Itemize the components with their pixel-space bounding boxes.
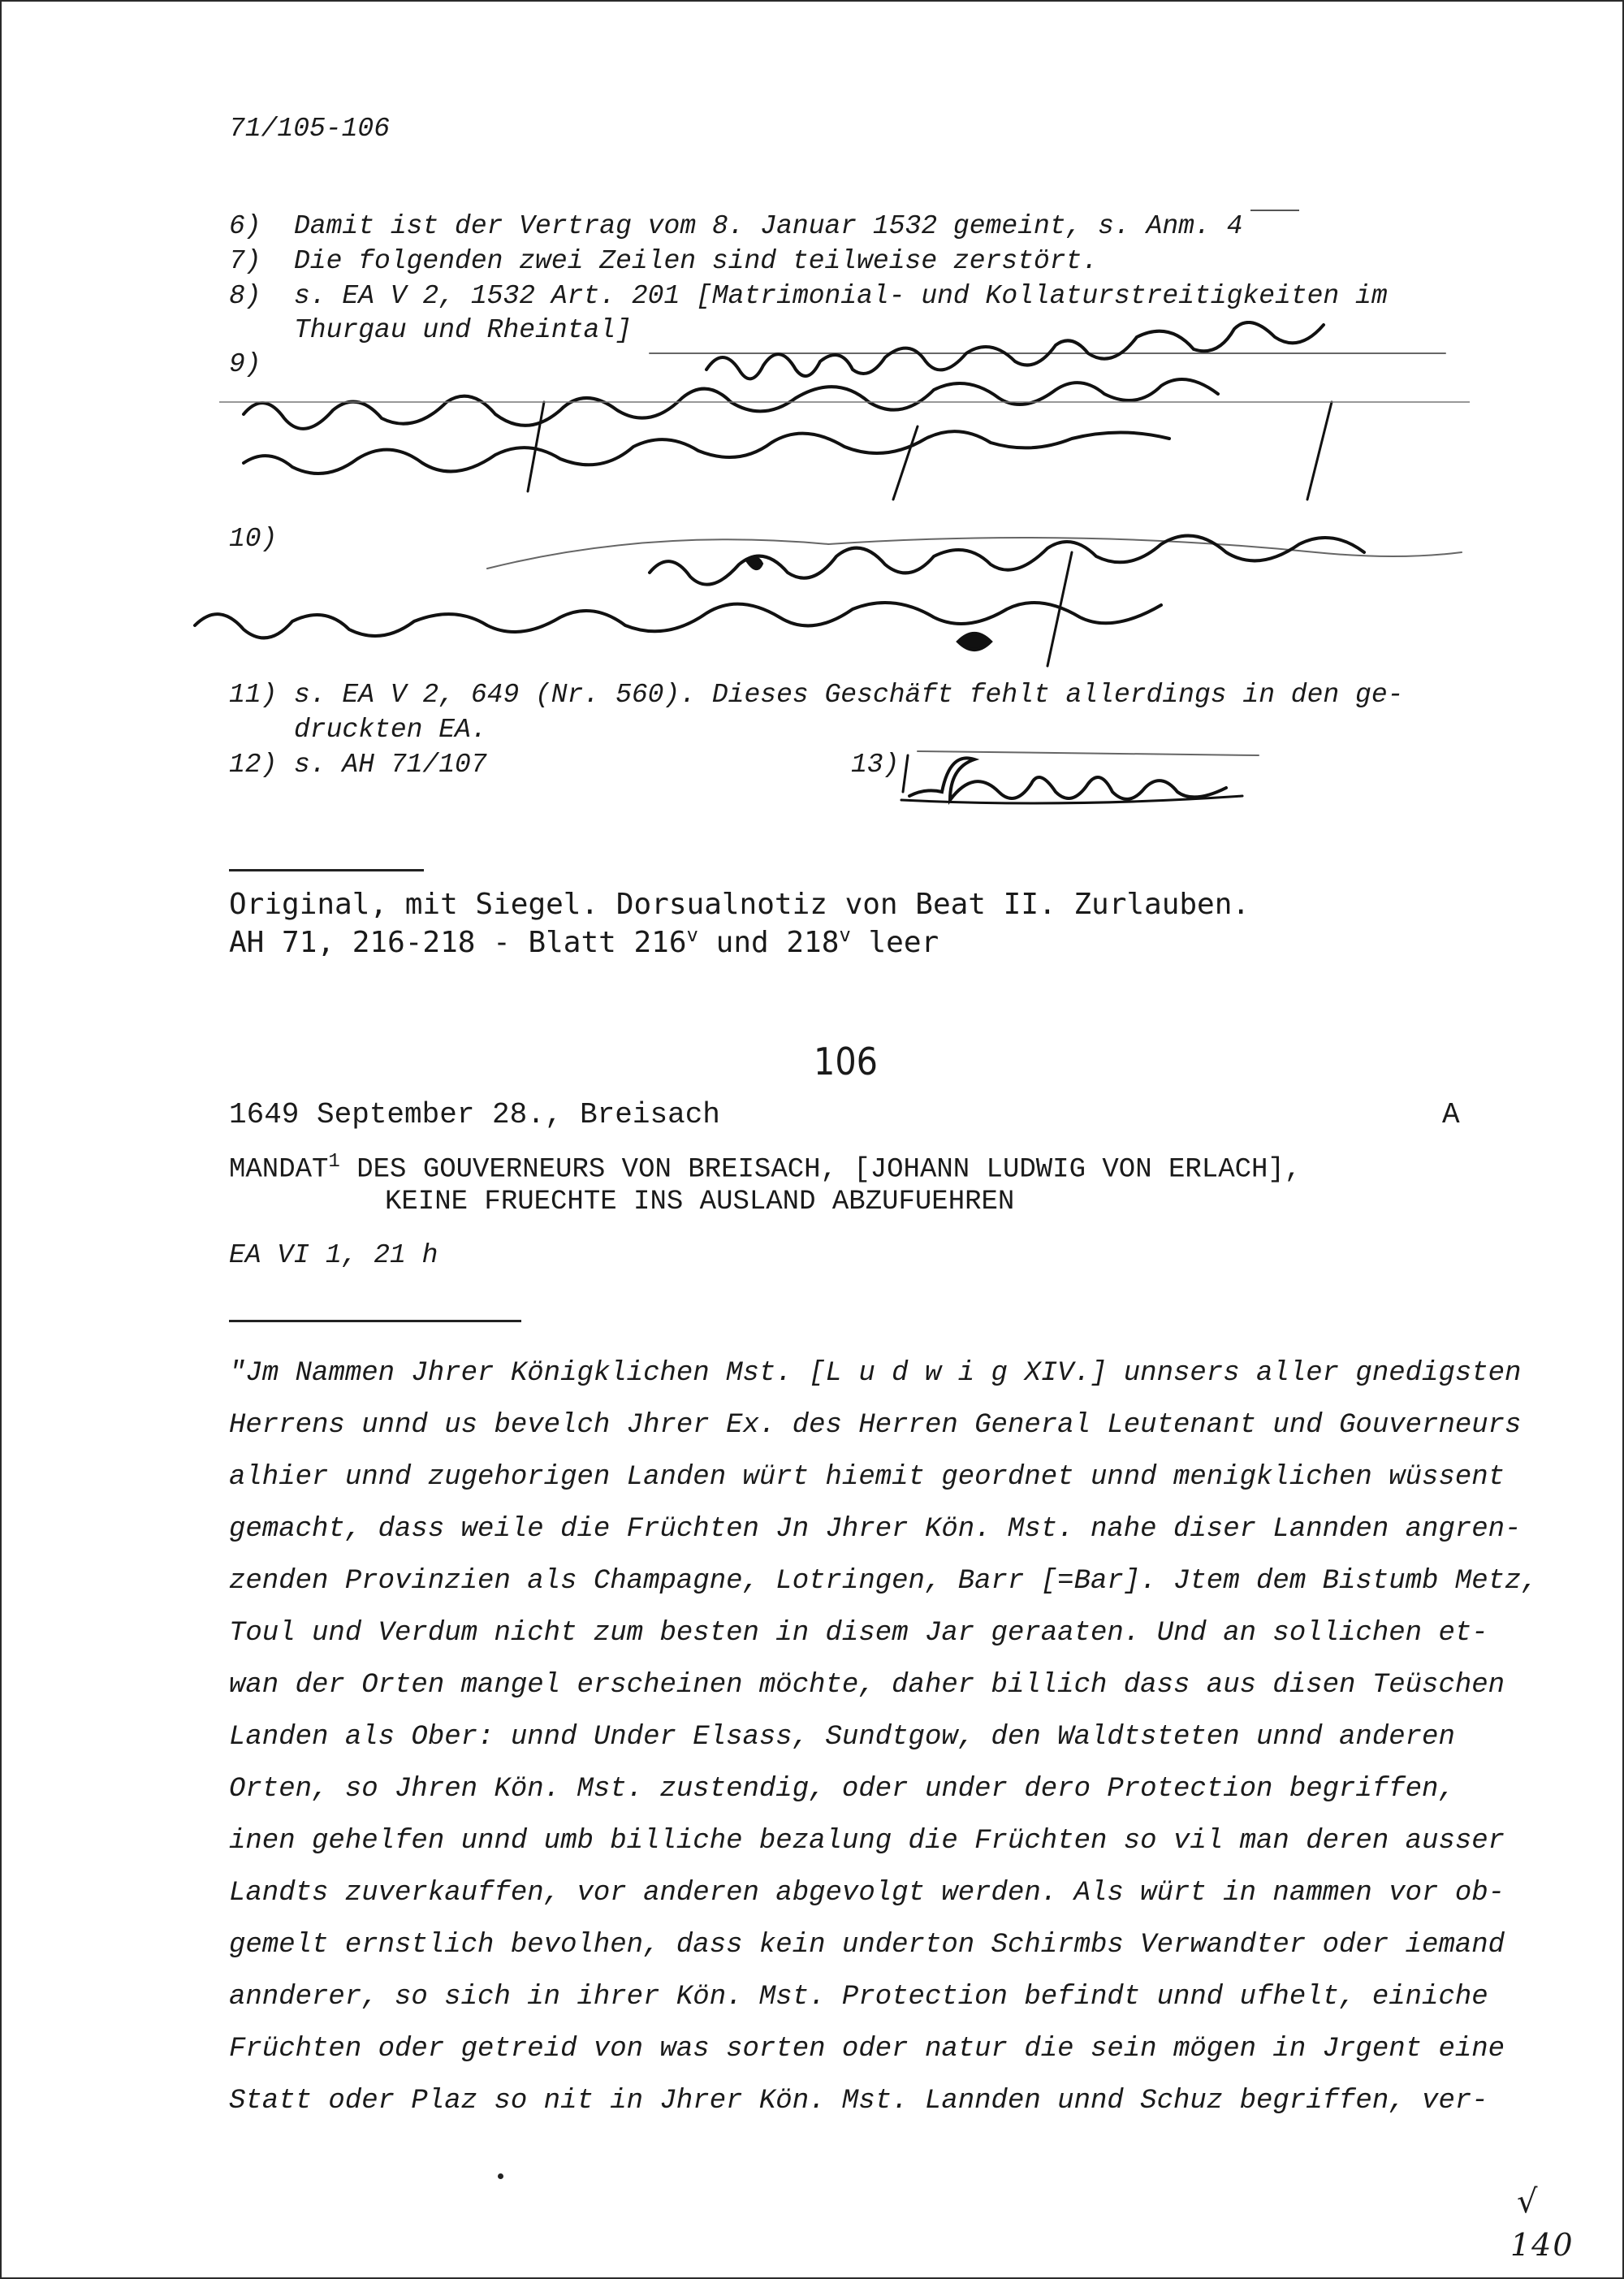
body-line: wan der Orten mangel erscheinen möchte, daher billich dass aus disen Teüschen <box>229 1670 1505 1701</box>
body-line: gemelt ernstlich bevolhen, dass kein underton Schirmbs Verwandter oder iemand <box>229 1930 1505 1961</box>
source-note-blatt: AH 71, 216-218 - Blatt 216 <box>229 926 687 959</box>
superscript-v: v <box>686 923 698 946</box>
date-place: 1649 September 28., Breisach <box>229 1098 720 1131</box>
footnote-text: s. EA V 2, 1532 Art. 201 [Matrimonial- und Kollaturstreitigkeiten im <box>294 281 1388 311</box>
body-line: Herrens unnd us bevelch Jhrer Ex. des Herren General Leutenant und Gouverneurs <box>229 1410 1522 1441</box>
source-note-line1: Original, mit Siegel. Dorsualnotiz von Beat II. Zurlauben. <box>229 888 1250 921</box>
separator-rule <box>229 869 424 871</box>
footnote-text: s. EA V 2, 649 (Nr. 560). Dieses Geschäft fehlt allerdings in den ge- <box>294 680 1404 710</box>
footnote-marker: 1 <box>328 1151 340 1173</box>
page-reference: 71/105-106 <box>229 114 391 144</box>
handwritten-signature <box>893 735 1267 816</box>
body-line: annderer, so sich in ihrer Kön. Mst. Protection befindt unnd ufhelt, einiche <box>229 1982 1488 2013</box>
source-note-und: und 218 <box>698 926 840 959</box>
footnote-text: Thurgau und Rheintal] <box>294 315 632 345</box>
body-line: Landen als Ober: unnd Under Elsass, Sundtgow, den Waldtsteten unnd anderen <box>229 1722 1455 1753</box>
footnote-number: 6) <box>229 211 261 241</box>
footnote-number: 7) <box>229 246 261 276</box>
body-line: Früchten oder getreid von was sorten oder natur die sein mögen in Jrgent eine <box>229 2034 1505 2065</box>
separator-rule <box>229 1320 521 1322</box>
source-note-line2 <box>229 923 939 959</box>
body-line: Orten, so Jhren Kön. Mst. zustendig, oder under dero Protection begriffen, <box>229 1774 1455 1805</box>
footnote-text: druckten EA. <box>294 715 487 745</box>
edition-reference: EA VI 1, 21 h <box>229 1240 438 1270</box>
document-letter: A <box>1442 1098 1460 1131</box>
superscript-v: v <box>839 923 851 946</box>
footnote-number: 13) <box>851 750 900 780</box>
body-line: inen gehelfen unnd umb billiche bezalung die Früchten so vil man deren ausser <box>229 1826 1505 1857</box>
footnote-text: Damit ist der Vertrag vom 8. Januar 1532 gemeint, s. Anm. 4 <box>294 211 1243 241</box>
body-line: zenden Provinzien als Champagne, Lotringen, Barr [=Bar]. Jtem dem Bistumb Metz, <box>229 1566 1538 1597</box>
handwritten-excerpt-9 <box>219 321 1470 508</box>
document-number: 106 <box>814 1040 878 1083</box>
body-line: gemacht, dass weile die Früchten Jn Jhrer Kön. Mst. nahe diser Lannden angren- <box>229 1514 1522 1545</box>
footnote-number: 10) <box>229 524 278 554</box>
footnote-number: 11) <box>229 680 278 710</box>
body-line: "Jm Nammen Jhrer Königklichen Mst. [L u d w i g XIV.] unnsers aller gnedigsten <box>229 1358 1522 1389</box>
handwritten-excerpt-10 <box>179 504 1486 674</box>
check-mark: √ <box>1517 2183 1538 2221</box>
body-line: Toul und Verdum nicht zum besten in disem Jar geraaten. Und an sollichen et- <box>229 1618 1488 1649</box>
document-title-line2: KEINE FRUECHTE INS AUSLAND ABZUFUEHREN <box>385 1187 1015 1217</box>
footnote-number: 9) <box>229 349 261 379</box>
document-title <box>229 1151 1301 1185</box>
footnote-text: s. AH 71/107 <box>294 750 487 780</box>
body-line: alhier unnd zugehorigen Landen würt hiemit geordnet unnd menigklichen wüssent <box>229 1462 1505 1493</box>
scan-dot <box>498 2173 503 2179</box>
folio-number: 140 <box>1510 2227 1574 2263</box>
body-line: Landts zuverkauffen, vor anderen abgevolgt werden. Als würt in nammen vor ob- <box>229 1878 1505 1909</box>
title-rest: DES GOUVERNEURS VON BREISACH, [JOHANN LUDWIG VON ERLACH], <box>339 1154 1302 1186</box>
footnote-number: 8) <box>229 281 261 311</box>
body-line: Statt oder Plaz so nit in Jhrer Kön. Mst. Lannden unnd Schuz begriffen, ver- <box>229 2086 1488 2117</box>
source-note-leer: leer <box>850 926 939 959</box>
scan-mark <box>1250 210 1299 211</box>
title-word: MANDAT <box>229 1154 329 1186</box>
footnote-text: Die folgenden zwei Zeilen sind teilweise zerstört. <box>294 246 1099 276</box>
footnote-number: 12) <box>229 750 278 780</box>
